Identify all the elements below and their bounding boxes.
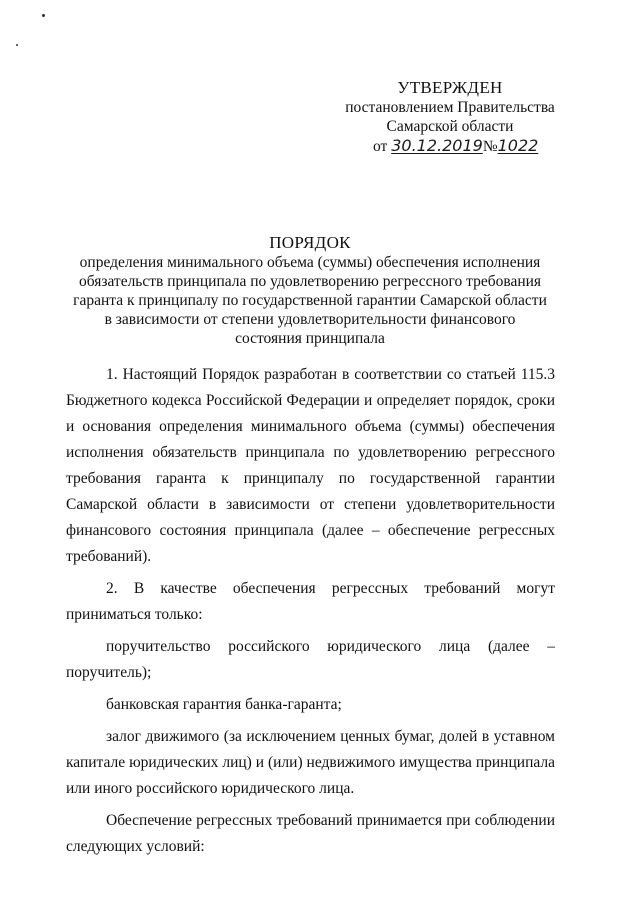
approval-stamp-block <box>330 78 570 156</box>
title-line: состояния принципала <box>235 330 385 347</box>
scan-speck <box>42 14 45 17</box>
document-body <box>66 362 555 862</box>
approval-line-1: постановлением Правительства <box>345 99 555 116</box>
list-item-bank-guarantee: банковская гарантия банка-гаранта; <box>106 696 342 713</box>
date-prefix: от <box>373 138 388 155</box>
approval-date-line <box>330 136 570 156</box>
number-prefix: № <box>482 138 498 155</box>
paragraph-1: 1. Настоящий Порядок разработан в соответствии со статьей 115.3 Бюджетного кодекса Российской Федерации и определяет порядок, сроки и основания определения минимального объема (суммы) обеспечения исполнения обязательств принципала по удовлетворению регрессного требования гаранта к принципалу по государственной гарантии Самарской области в зависимости от степени удовлетворительности финансового состояния принципала (далее – обеспечение регрессных требований). <box>66 366 555 565</box>
document-heading: ПОРЯДОК <box>269 233 351 252</box>
document-title-block <box>60 233 560 348</box>
scan-speck <box>16 44 18 46</box>
title-line: гаранта к принципалу по государственной гарантии Самарской области <box>73 292 547 309</box>
title-line: в зависимости от степени удовлетворительности финансового <box>104 311 516 328</box>
list-item-pledge: залог движимого (за исключением ценных бумаг, долей в уставном капитале юридических лиц) и (или) недвижимого имущества принципала или иного российского юридического лица. <box>66 728 555 797</box>
list-item-surety: поручительство российского юридического лица (далее – поручитель); <box>66 638 555 681</box>
handwritten-number: 1022 <box>497 136 539 155</box>
approval-line-2: Самарской области <box>386 118 514 135</box>
paragraph-2: 2. В качестве обеспечения регрессных требований могут приниматься только: <box>66 580 555 623</box>
approved-heading: УТВЕРЖДЕН <box>397 78 503 97</box>
handwritten-date: 30.12.2019 <box>391 136 483 155</box>
title-line: определения минимального объема (суммы) обеспечения исполнения <box>79 254 541 271</box>
paragraph-conditions: Обеспечение регрессных требований принимается при соблюдении следующих условий: <box>66 812 555 855</box>
title-line: обязательств принципала по удовлетворению регрессного требования <box>78 273 542 290</box>
